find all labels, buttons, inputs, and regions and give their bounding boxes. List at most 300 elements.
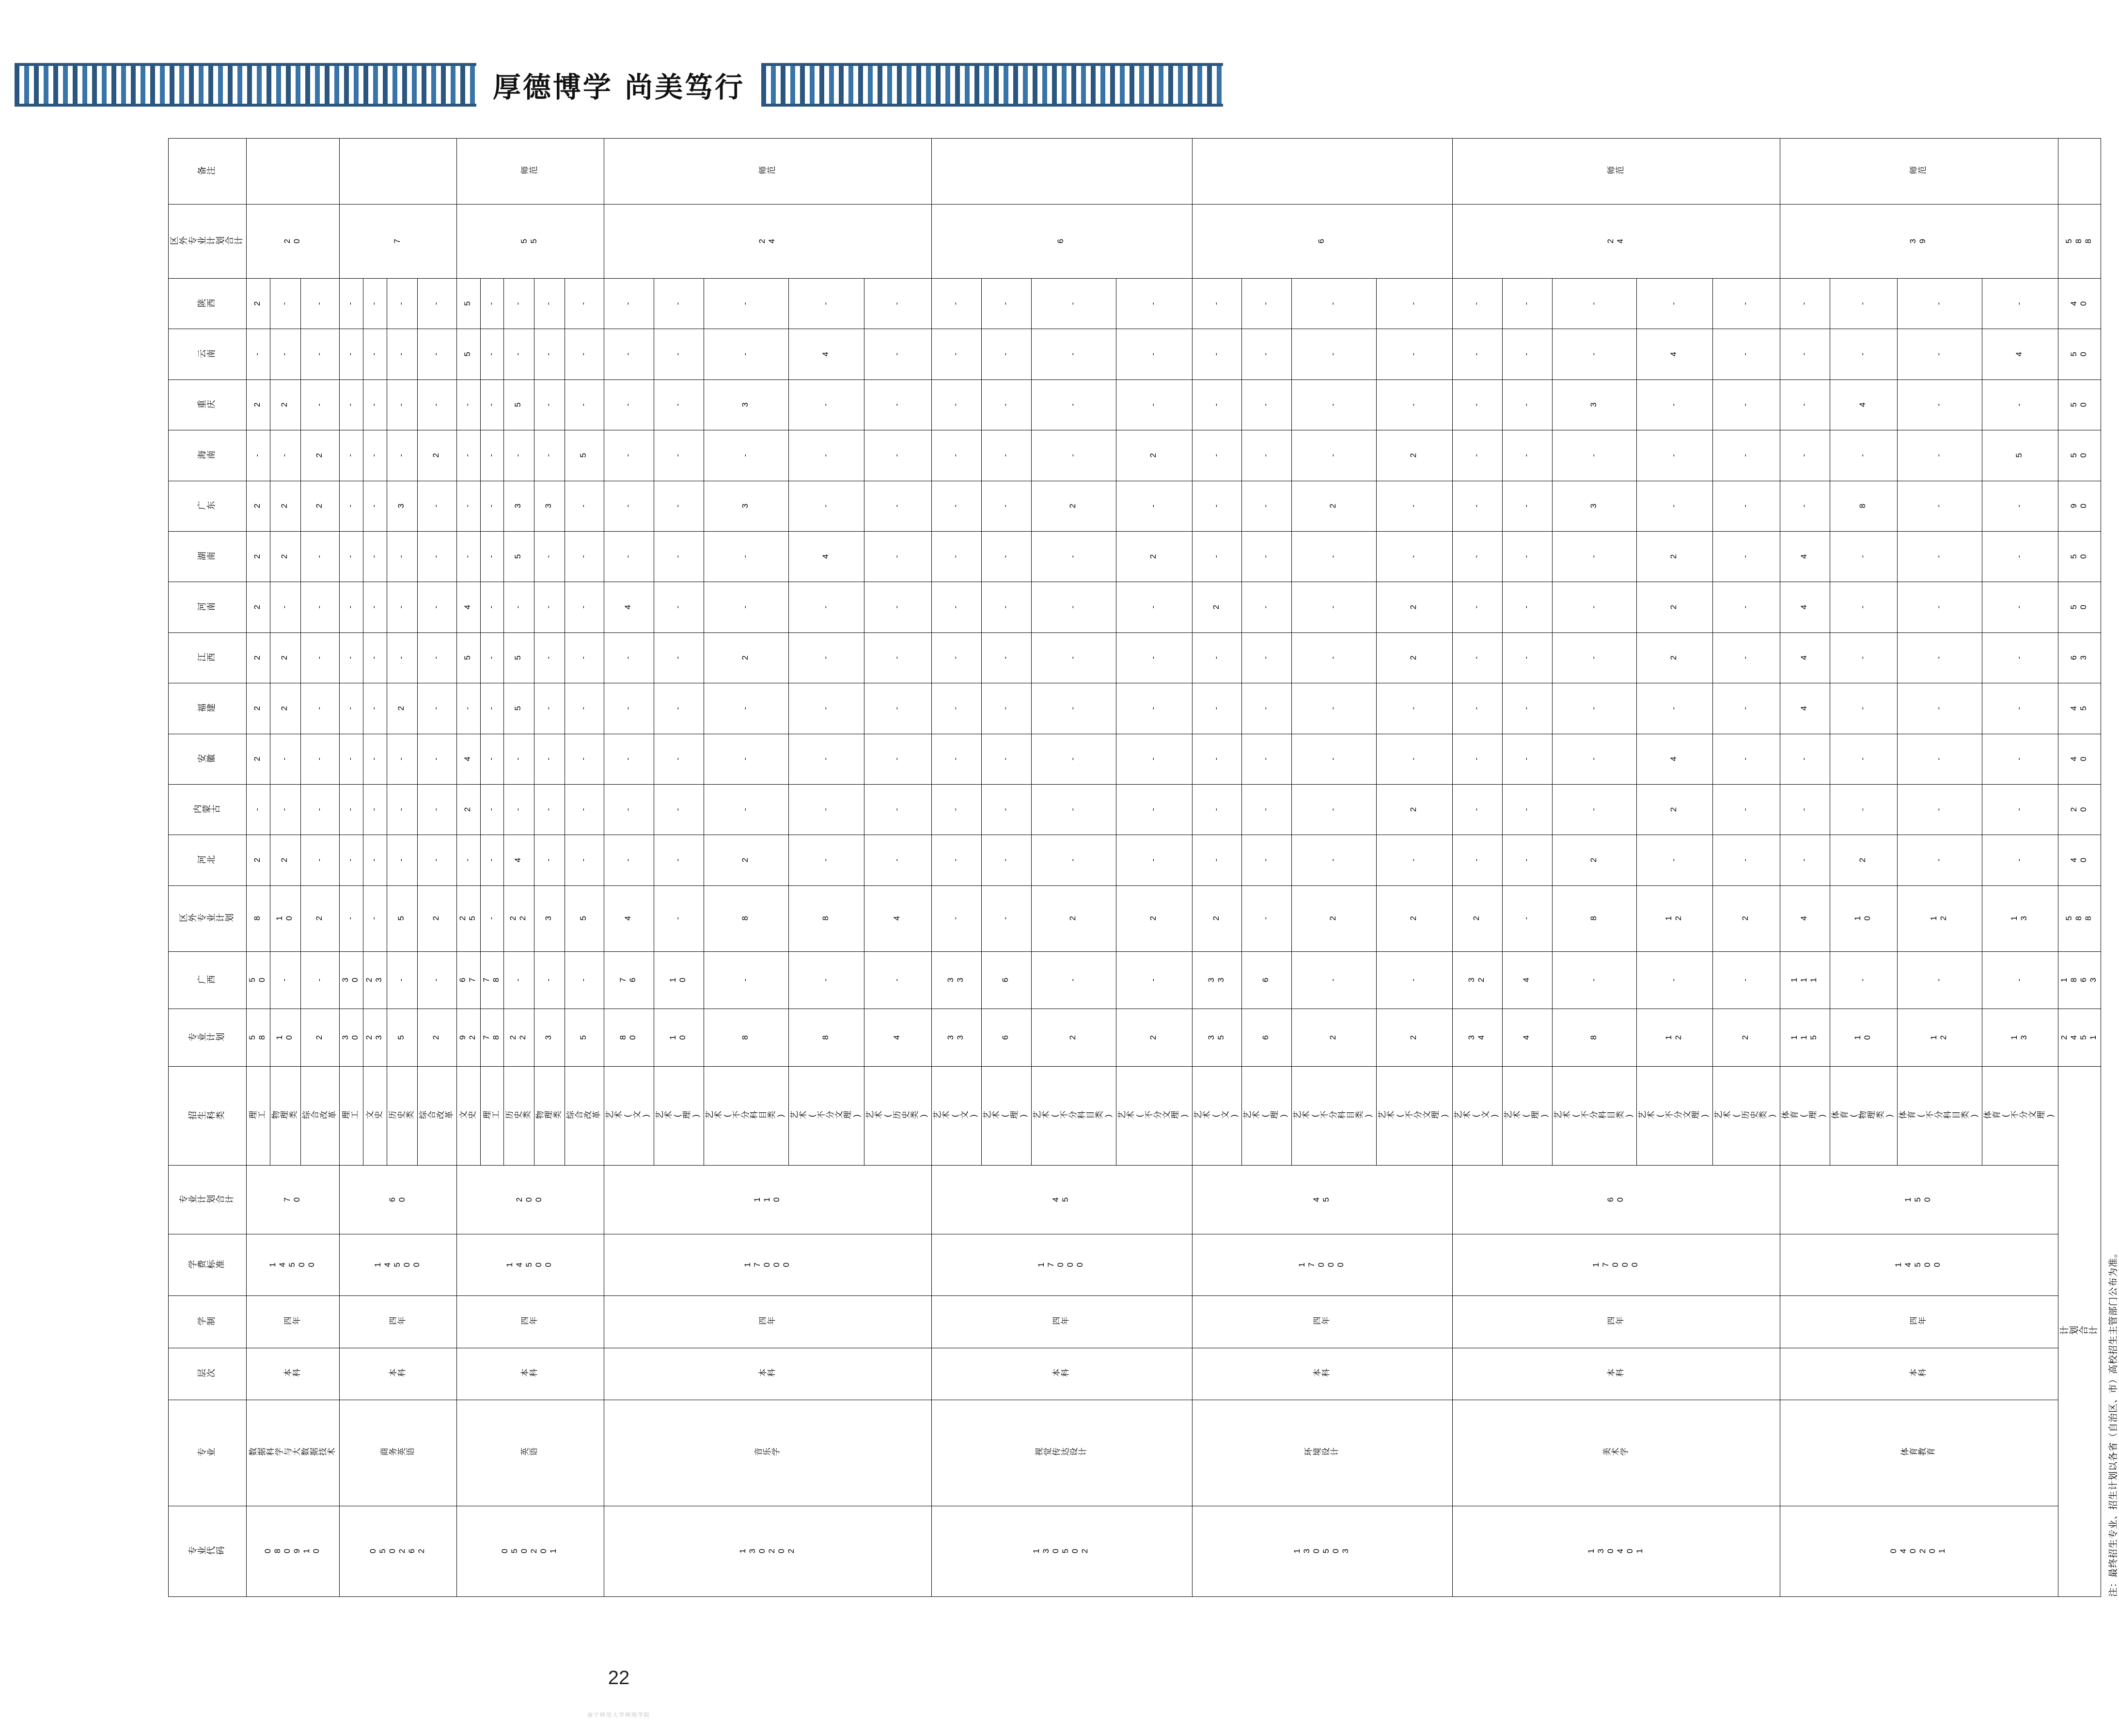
cell-province-0-0-1: [246, 784, 270, 835]
cell-province-3-0-7-text: -: [623, 501, 633, 511]
cell-province-6-1-6: [1502, 532, 1552, 582]
cell-major-code-4: [932, 1506, 1192, 1596]
cell-province-7-2-1-text: -: [1933, 805, 1944, 814]
cell-province-2-2-8: [504, 430, 534, 481]
cell-province-7-1-9: [1830, 379, 1898, 430]
cell-outside-3-3: [788, 885, 864, 951]
cell-major-name-2-text: 英语: [520, 1448, 538, 1457]
cell-plan-1-2: [387, 1009, 418, 1067]
cell-province-5-3-2-text: -: [1409, 754, 1419, 764]
cell-province-6-4-10: [1713, 329, 1780, 379]
cell-plan-1-3-text: 2: [431, 1033, 441, 1042]
cell-province-0-1-8: [270, 430, 300, 481]
cell-province-6-4-1-text: -: [1741, 805, 1751, 814]
cell-province-0-2-7-text: 2: [314, 501, 324, 511]
cell-category-6-1-text: 艺术(理): [1503, 1111, 1549, 1121]
cell-guangxi-2-4: [565, 951, 604, 1009]
cell-guangxi-4-1: [982, 951, 1032, 1009]
cell-province-5-1-11-text: -: [1261, 299, 1271, 308]
cell-province-1-3-10-text: -: [431, 349, 441, 359]
cell-province-6-3-7-text: -: [1669, 501, 1679, 511]
cell-province-1-0-7: [340, 481, 363, 531]
cell-province-4-0-6: [932, 532, 982, 582]
cell-major-name-3: [604, 1400, 931, 1506]
cell-province-4-3-5-text: -: [1148, 602, 1158, 612]
cell-guangxi-4-3-text: -: [1148, 975, 1158, 985]
cell-province-7-1-0-text: 2: [1858, 855, 1868, 865]
cell-province-1-2-10: [387, 329, 418, 379]
cell-plan-2-3: [534, 1009, 565, 1067]
cell-province-7-2-11: [1897, 279, 1982, 329]
cell-guangxi-3-2: [704, 951, 788, 1009]
cell-province-2-1-11-text: -: [486, 299, 496, 308]
cell-province-1-1-0-text: -: [369, 855, 379, 865]
cell-note-7: [1780, 139, 2058, 205]
cell-plan-7-2-text: 12: [1929, 1033, 1948, 1042]
header-major-code-text: 专业代码: [188, 1546, 225, 1556]
cell-province-2-4-3: [565, 683, 604, 734]
cell-outside-2-2-text: 22: [508, 914, 528, 923]
cell-outside-5-0: [1192, 885, 1242, 951]
cell-province-4-3-3-text: -: [1148, 703, 1158, 713]
cell-province-7-1-10-text: -: [1858, 349, 1868, 359]
header-province-3: [169, 683, 247, 734]
cell-province-7-2-1: [1897, 784, 1982, 835]
cell-province-3-4-10-text: -: [892, 349, 902, 359]
cell-province-1-2-4-text: -: [396, 653, 407, 663]
cell-province-7-2-3-text: -: [1933, 703, 1944, 713]
cell-province-6-0-7: [1452, 481, 1502, 531]
cell-outside-total-3-text: 24: [757, 237, 777, 246]
cell-category-2-1-text: 理工: [482, 1111, 500, 1121]
cell-fee-2: [456, 1234, 604, 1296]
cell-province-6-2-8-text: -: [1588, 451, 1599, 460]
cell-province-7-1-7: [1830, 481, 1898, 531]
cell-province-5-1-10: [1242, 329, 1292, 379]
cell-total-province-9: [2058, 379, 2101, 430]
cell-category-7-3: [1982, 1067, 2058, 1166]
cell-outside-0-1-text: 10: [274, 914, 294, 923]
cell-province-6-3-1-text: 2: [1669, 805, 1679, 814]
cell-province-6-0-8: [1452, 430, 1502, 481]
cell-province-6-4-3-text: -: [1741, 703, 1751, 713]
cell-province-2-3-5: [534, 582, 565, 632]
cell-province-2-1-4-text: -: [486, 653, 496, 663]
cell-province-2-0-7-text: -: [462, 501, 472, 511]
cell-province-1-3-9: [417, 379, 456, 430]
cell-province-2-3-0-text: -: [544, 855, 554, 865]
cell-province-6-1-4-text: -: [1521, 653, 1531, 663]
cell-province-7-0-9-text: -: [1799, 400, 1809, 410]
cell-plan-0-1: [270, 1009, 300, 1067]
header-province-7: [169, 481, 247, 531]
cell-province-2-4-10: [565, 329, 604, 379]
cell-province-4-2-10: [1031, 329, 1116, 379]
cell-outside-2-4: [565, 885, 604, 951]
cell-plan-7-0-text: 115: [1789, 1033, 1819, 1042]
cell-province-3-2-3-text: -: [740, 703, 750, 713]
cell-plan-4-0-text: 33: [946, 1033, 966, 1042]
cell-length-5-text: 四年: [1312, 1317, 1330, 1326]
cell-category-3-2: [704, 1067, 788, 1166]
cell-major-code-7: [1780, 1506, 2058, 1596]
cell-length-3: [604, 1296, 931, 1348]
cell-major-code-7-text: 040201: [1889, 1546, 1947, 1556]
cell-province-6-1-6-text: -: [1521, 552, 1531, 561]
cell-province-5-1-5-text: -: [1261, 602, 1271, 612]
header-guangxi: [169, 951, 247, 1009]
cell-province-4-3-7: [1116, 481, 1192, 531]
cell-province-2-3-8-text: -: [544, 451, 554, 460]
cell-province-4-3-4-text: -: [1148, 653, 1158, 663]
cell-province-6-3-2-text: 4: [1669, 754, 1679, 764]
cell-outside-2-1-text: -: [486, 914, 496, 923]
cell-category-0-0: [246, 1067, 270, 1166]
cell-province-3-0-7: [604, 481, 654, 531]
cell-category-5-1-text: 艺术(理): [1243, 1111, 1289, 1121]
cell-province-5-1-8: [1242, 430, 1292, 481]
cell-province-6-3-6-text: 2: [1669, 552, 1679, 561]
cell-province-4-2-4: [1031, 632, 1116, 683]
header-major-total-text: 专业计划合计: [179, 1195, 234, 1205]
cell-province-1-0-0: [340, 835, 363, 885]
cell-guangxi-4-0: [932, 951, 982, 1009]
cell-province-1-1-7: [363, 481, 387, 531]
cell-guangxi-3-3: [788, 951, 864, 1009]
cell-plan-5-2: [1292, 1009, 1377, 1067]
cell-province-5-2-4: [1292, 632, 1377, 683]
cell-outside-2-3-text: 3: [544, 914, 554, 923]
header-length: [169, 1296, 247, 1348]
cell-province-1-2-7-text: 3: [396, 501, 407, 511]
cell-province-1-3-6-text: -: [431, 552, 441, 561]
cell-province-3-4-5: [864, 582, 932, 632]
cell-province-7-0-5: [1780, 582, 1830, 632]
cell-province-4-0-6-text: -: [951, 552, 961, 561]
cell-province-7-1-6-text: -: [1858, 552, 1868, 561]
cell-province-3-1-2: [654, 734, 704, 784]
cell-level-7-text: 本科: [1909, 1369, 1927, 1378]
cell-total-province-0: [2058, 835, 2101, 885]
cell-province-0-1-9-text: 2: [279, 400, 289, 410]
cell-province-2-0-9: [456, 379, 480, 430]
cell-total-province-5: [2058, 582, 2101, 632]
cell-province-5-2-8: [1292, 430, 1377, 481]
cell-province-3-0-6-text: -: [623, 552, 633, 561]
cell-province-7-2-5: [1897, 582, 1982, 632]
cell-province-2-2-0-text: 4: [513, 855, 523, 865]
cell-plan-0-2-text: 2: [314, 1033, 324, 1042]
cell-province-1-0-3: [340, 683, 363, 734]
cell-plan-6-4: [1713, 1009, 1780, 1067]
cell-province-7-3-5-text: -: [2014, 602, 2024, 612]
cell-outside-5-2: [1292, 885, 1377, 951]
table-head: [169, 139, 247, 1597]
cell-plan-7-1: [1830, 1009, 1898, 1067]
cell-province-2-0-2: [456, 734, 480, 784]
cell-province-1-1-1: [363, 784, 387, 835]
cell-guangxi-2-1: [480, 951, 504, 1009]
cell-province-5-2-11: [1292, 279, 1377, 329]
cell-province-6-0-0: [1452, 835, 1502, 885]
cell-province-1-0-1: [340, 784, 363, 835]
cell-outside-0-0-text: 8: [252, 914, 262, 923]
cell-province-5-1-5: [1242, 582, 1292, 632]
cell-fee-5: [1192, 1234, 1452, 1296]
cell-province-5-3-11: [1377, 279, 1453, 329]
table-row: [1780, 139, 1830, 1597]
cell-province-2-3-4-text: -: [544, 653, 554, 663]
cell-province-3-4-4: [864, 632, 932, 683]
cell-province-7-2-2: [1897, 734, 1982, 784]
cell-province-1-3-9-text: -: [431, 400, 441, 410]
cell-province-5-2-11-text: -: [1328, 299, 1338, 308]
cell-province-7-2-7: [1897, 481, 1982, 531]
cell-province-7-1-3: [1830, 683, 1898, 734]
cell-outside-7-3-text: 13: [2009, 914, 2029, 923]
cell-province-2-2-7: [504, 481, 534, 531]
cell-province-7-2-11-text: -: [1933, 299, 1944, 308]
cell-province-6-2-3: [1552, 683, 1637, 734]
cell-major-code-1: [340, 1506, 456, 1596]
cell-province-6-0-1: [1452, 784, 1502, 835]
cell-province-5-3-11-text: -: [1409, 299, 1419, 308]
cell-outside-total-2: [456, 205, 604, 279]
cell-length-1-text: 四年: [388, 1317, 406, 1326]
cell-province-3-3-6-text: 4: [820, 552, 831, 561]
cell-province-7-0-0-text: -: [1799, 855, 1809, 865]
cell-major-code-2: [456, 1506, 604, 1596]
cell-province-1-1-4: [363, 632, 387, 683]
cell-province-1-3-11: [417, 279, 456, 329]
cell-plan-3-1-text: 10: [668, 1033, 688, 1042]
cell-province-7-0-3-text: 4: [1799, 703, 1809, 713]
cell-province-2-2-8-text: -: [513, 451, 523, 460]
cell-province-2-0-5: [456, 582, 480, 632]
cell-province-1-2-5-text: -: [396, 602, 407, 612]
cell-province-6-3-4: [1637, 632, 1713, 683]
cell-province-6-0-0-text: -: [1471, 855, 1481, 865]
cell-province-5-3-5-text: 2: [1409, 602, 1419, 612]
cell-province-6-2-0-text: 2: [1588, 855, 1599, 865]
cell-province-1-1-8: [363, 430, 387, 481]
cell-major-name-2: [456, 1400, 604, 1506]
cell-province-1-0-11-text: -: [345, 299, 356, 308]
cell-province-4-1-4-text: -: [1001, 653, 1011, 663]
cell-province-2-3-5-text: -: [544, 602, 554, 612]
cell-major-name-6-text: 美术学: [1602, 1448, 1629, 1457]
cell-province-2-1-5: [480, 582, 504, 632]
cell-total-note: [2058, 139, 2101, 205]
cell-province-6-4-10-text: -: [1741, 349, 1751, 359]
cell-major-total-4-text: 45: [1051, 1195, 1071, 1204]
cell-province-4-2-5: [1031, 582, 1116, 632]
cell-province-0-2-0-text: -: [314, 855, 324, 865]
cell-plan-6-1-text: 4: [1521, 1033, 1531, 1042]
cell-province-1-0-6-text: -: [345, 552, 356, 561]
cell-total-label-text: 计划合计: [2059, 1326, 2098, 1337]
cell-province-3-3-2: [788, 734, 864, 784]
cell-province-3-1-5-text: -: [673, 602, 683, 612]
cell-province-5-1-7-text: -: [1261, 501, 1271, 511]
cell-province-2-3-4: [534, 632, 565, 683]
cell-province-7-3-1: [1982, 784, 2058, 835]
cell-province-6-0-9: [1452, 379, 1502, 430]
cell-note-2: [456, 139, 604, 205]
cell-plan-6-2: [1552, 1009, 1637, 1067]
cell-outside-4-2-text: 2: [1067, 914, 1078, 923]
cell-province-6-2-10-text: -: [1588, 349, 1599, 359]
cell-province-5-3-1: [1377, 784, 1453, 835]
cell-province-5-2-2: [1292, 734, 1377, 784]
cell-plan-5-3: [1377, 1009, 1453, 1067]
cell-guangxi-7-2-text: -: [1933, 975, 1944, 985]
cell-province-1-1-8-text: -: [369, 451, 379, 460]
cell-province-0-1-11: [270, 279, 300, 329]
cell-outside-total-4-text: 6: [1056, 237, 1066, 246]
cell-province-3-1-2-text: -: [673, 754, 683, 764]
cell-guangxi-3-4: [864, 951, 932, 1009]
cell-guangxi-0-2-text: -: [314, 975, 324, 985]
cell-province-1-0-8: [340, 430, 363, 481]
cell-province-2-3-6-text: -: [544, 552, 554, 561]
cell-province-2-0-1: [456, 784, 480, 835]
cell-province-4-1-1-text: -: [1001, 805, 1011, 814]
cell-province-4-1-8: [982, 430, 1032, 481]
cell-plan-2-1-text: 78: [481, 1033, 501, 1042]
cell-note-3-text: 师范: [758, 166, 776, 176]
cell-province-6-3-3-text: -: [1669, 703, 1679, 713]
cell-province-1-3-5: [417, 582, 456, 632]
cell-province-4-2-1: [1031, 784, 1116, 835]
cell-outside-3-1: [654, 885, 704, 951]
cell-fee-4: [932, 1234, 1192, 1296]
cell-total-province-2-text: 40: [2069, 754, 2088, 764]
cell-province-5-0-2-text: -: [1211, 754, 1221, 764]
cell-major-code-2-text: 050201: [500, 1546, 559, 1556]
header-length-text: 学制: [197, 1317, 216, 1327]
cell-province-5-0-9-text: -: [1211, 400, 1221, 410]
cell-outside-6-1-text: -: [1521, 914, 1531, 923]
cell-province-6-4-11-text: -: [1741, 299, 1751, 308]
cell-province-1-2-9: [387, 379, 418, 430]
cell-total-guangxi-text: 1863: [2059, 975, 2098, 985]
cell-fee-7: [1780, 1234, 2058, 1296]
cell-province-1-1-7-text: -: [369, 501, 379, 511]
cell-province-1-1-6-text: -: [369, 552, 379, 561]
cell-province-1-2-1-text: -: [396, 805, 407, 814]
cell-province-3-2-6-text: -: [740, 552, 750, 561]
cell-province-1-2-4: [387, 632, 418, 683]
cell-province-6-2-11: [1552, 279, 1637, 329]
cell-province-6-3-7: [1637, 481, 1713, 531]
cell-province-2-0-9-text: -: [462, 400, 472, 410]
cell-province-4-0-4: [932, 632, 982, 683]
cell-province-1-0-5: [340, 582, 363, 632]
cell-province-1-0-2: [340, 734, 363, 784]
cell-province-2-0-7: [456, 481, 480, 531]
cell-guangxi-5-0-text: 33: [1206, 975, 1226, 985]
cell-province-7-3-5: [1982, 582, 2058, 632]
cell-category-2-4-text: 综合改革: [566, 1111, 601, 1121]
header-province-2-text: 安徽: [197, 754, 216, 764]
cell-province-2-0-0: [456, 835, 480, 885]
cell-length-1: [340, 1296, 456, 1348]
cell-province-4-0-2-text: -: [951, 754, 961, 764]
cell-province-7-0-1-text: -: [1799, 805, 1809, 814]
cell-plan-2-1: [480, 1009, 504, 1067]
cell-province-3-2-10-text: -: [740, 349, 750, 359]
cell-province-5-0-8-text: -: [1211, 451, 1221, 460]
cell-province-4-1-6: [982, 532, 1032, 582]
cell-length-2: [456, 1296, 604, 1348]
cell-guangxi-3-2-text: -: [740, 975, 750, 985]
cell-major-code-0-text: 080910: [263, 1546, 321, 1556]
cell-province-2-0-2-text: 4: [462, 754, 472, 764]
cell-province-4-3-8: [1116, 430, 1192, 481]
cell-province-3-2-9: [704, 379, 788, 430]
cell-province-3-0-6: [604, 532, 654, 582]
cell-province-6-2-7: [1552, 481, 1637, 531]
cell-major-code-3: [604, 1506, 931, 1596]
cell-province-4-0-0-text: -: [951, 855, 961, 865]
cell-province-1-0-2-text: -: [345, 754, 356, 764]
cell-category-4-3: [1116, 1067, 1192, 1166]
cell-province-3-0-11: [604, 279, 654, 329]
cell-province-2-0-4-text: 5: [462, 653, 472, 663]
cell-major-name-7-text: 体育教育: [1900, 1448, 1936, 1457]
cell-province-3-0-8: [604, 430, 654, 481]
cell-total-province-3: [2058, 683, 2101, 734]
cell-category-6-4: [1713, 1067, 1780, 1166]
cell-province-1-3-3: [417, 683, 456, 734]
cell-province-3-0-0-text: -: [623, 855, 633, 865]
cell-plan-1-2-text: 5: [396, 1033, 407, 1042]
cell-province-3-0-8-text: -: [623, 451, 633, 460]
cell-outside-5-3-text: 2: [1409, 914, 1419, 923]
cell-province-4-2-8-text: -: [1067, 451, 1078, 460]
cell-province-0-2-2: [300, 734, 340, 784]
cell-province-5-1-0-text: -: [1261, 855, 1271, 865]
header-province-8-text: 海南: [197, 450, 216, 460]
cell-province-3-2-0: [704, 835, 788, 885]
cell-province-4-0-7: [932, 481, 982, 531]
cell-province-7-1-6: [1830, 532, 1898, 582]
cell-province-7-3-4-text: -: [2014, 653, 2024, 663]
cell-major-total-0-text: 70: [282, 1195, 302, 1204]
cell-province-1-3-1-text: -: [431, 805, 441, 814]
cell-province-6-4-6-text: -: [1741, 552, 1751, 561]
cell-province-4-1-0-text: -: [1001, 855, 1011, 865]
cell-province-3-4-9-text: -: [892, 400, 902, 410]
cell-province-4-0-11-text: -: [951, 299, 961, 308]
cell-province-3-3-11: [788, 279, 864, 329]
cell-outside-total-5-text: 6: [1316, 237, 1326, 246]
cell-province-3-3-1-text: -: [820, 805, 831, 814]
cell-guangxi-2-0-text: 67: [457, 975, 477, 985]
cell-province-3-0-3-text: -: [623, 703, 633, 713]
cell-province-4-1-8-text: -: [1001, 451, 1011, 460]
cell-category-3-0: [604, 1067, 654, 1166]
cell-province-6-2-10: [1552, 329, 1637, 379]
cell-outside-total-3: [604, 205, 931, 279]
cell-province-4-1-3: [982, 683, 1032, 734]
cell-province-2-4-8: [565, 430, 604, 481]
cell-province-4-1-4: [982, 632, 1032, 683]
cell-total-province-9-text: 50: [2069, 400, 2088, 410]
cell-province-4-0-5: [932, 582, 982, 632]
cell-province-3-1-9-text: -: [673, 400, 683, 410]
